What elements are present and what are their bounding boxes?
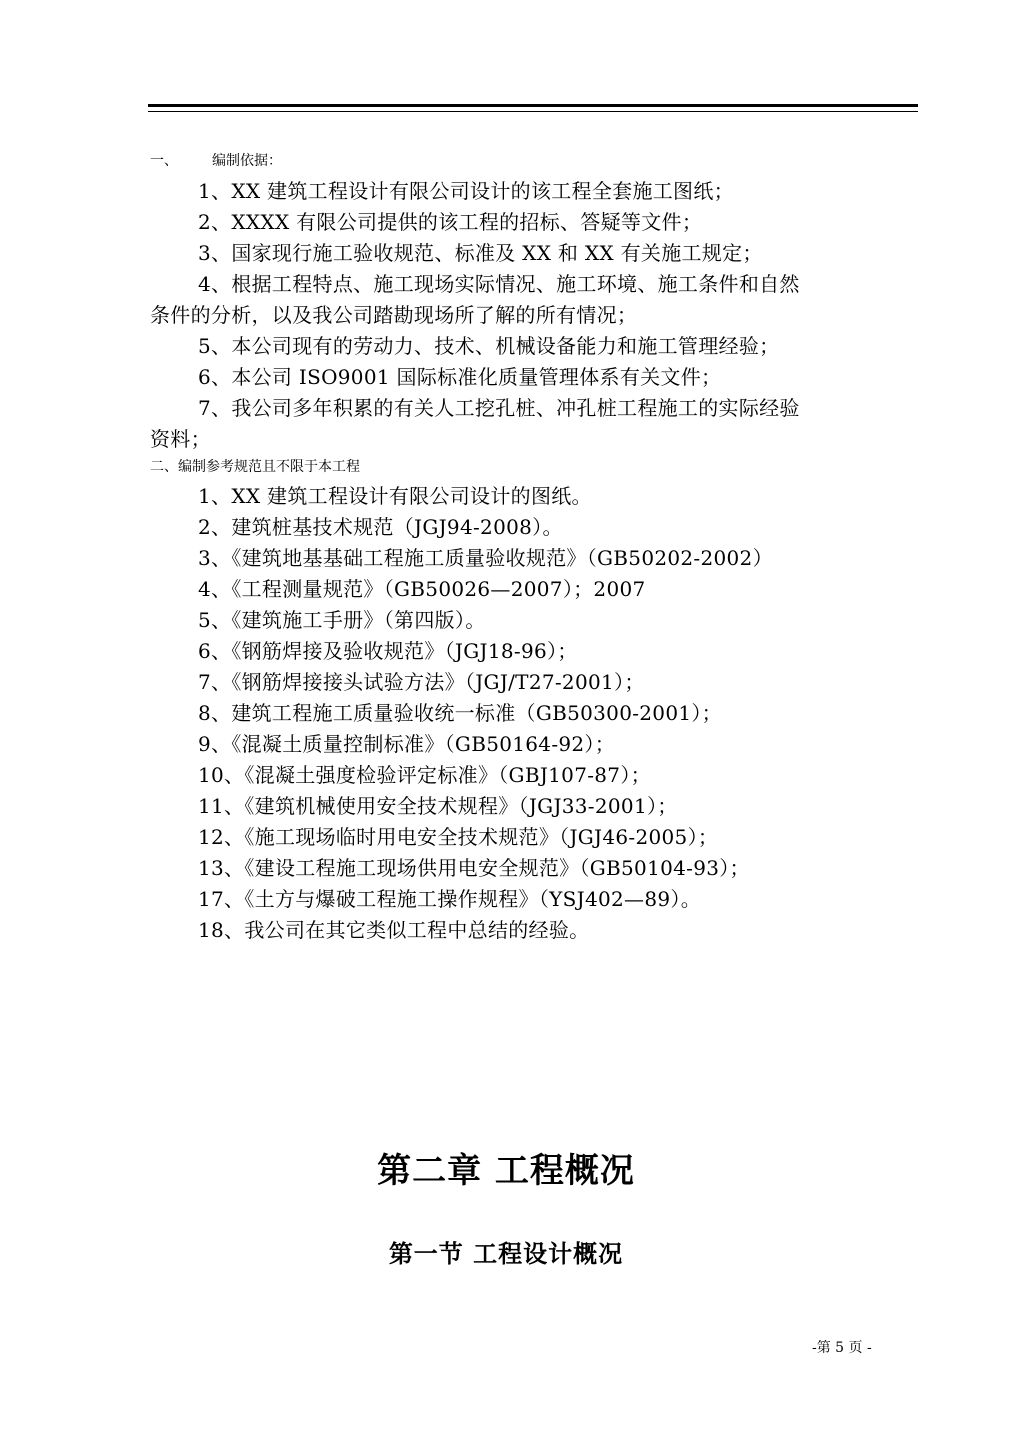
reference-item-8: 8、建筑工程施工质量验收统一标准（GB50300-2001）； [198,701,722,725]
reference-item-18: 18、我公司在其它类似工程中总结的经验。 [198,918,590,942]
basis-item-4: 4、根据工程特点、施工现场实际情况、施工环境、施工条件和自然 [198,272,800,296]
reference-item-3: 3、《建筑地基基础工程施工质量验收规范》（GB50202-2002） [198,546,773,570]
reference-item-7: 7、《钢筋焊接接头试验方法》（JGJ/T27-2001）； [198,670,645,694]
reference-item-5: 5、《建筑施工手册》（第四版）。 [198,608,486,632]
chapter-title: 第二章 工程概况 [377,1151,635,1191]
basis-item-3: 3、国家现行施工验收规范、标准及 XX 和 XX 有关施工规定； [198,241,763,265]
reference-item-11: 11、《建筑机械使用安全技术规程》（JGJ33-2001）； [198,794,678,818]
reference-item-13: 13、《建设工程施工现场供用电安全规范》（GB50104-93）； [198,856,750,880]
basis-item-7-cont: 资料； [150,427,211,451]
section1-heading [150,152,282,170]
reference-item-17: 17、《土方与爆破工程施工操作规程》（YSJ402—89）。 [198,887,701,911]
basis-item-7: 7、我公司多年积累的有关人工挖孔桩、冲孔桩工程施工的实际经验 [198,396,800,420]
reference-item-9: 9、《混凝土质量控制标准》（GB50164-92）； [198,732,616,756]
reference-item-6: 6、《钢筋焊接及验收规范》（JGJ18-96）； [198,639,578,663]
page-number: -第 5 页 - [812,1340,872,1356]
reference-item-10: 10、《混凝土强度检验评定标准》（GBJ107-87）； [198,763,651,787]
basis-item-4-cont: 条件的分析，以及我公司踏勘现场所了解的所有情况； [150,303,638,327]
section1-number: 一、 [150,153,178,169]
basis-item-1: 1、XX 建筑工程设计有限公司设计的该工程全套施工图纸； [198,179,734,203]
reference-item-4: 4、《工程测量规范》（GB50026—2007）；2007 [198,577,646,601]
section2-heading: 二、编制参考规范且不限于本工程 [150,459,360,475]
reference-item-12: 12、《施工现场临时用电安全技术规范》（JGJ46-2005）； [198,825,719,849]
section1-title: 编制依据： [212,153,282,169]
basis-item-6: 6、本公司 ISO9001 国际标准化质量管理体系有关文件； [198,365,722,389]
section-title: 第一节 工程设计概况 [388,1239,624,1268]
reference-item-2: 2、建筑桩基技术规范（JGJ94-2008）。 [198,515,563,539]
basis-item-2: 2、XXXX 有限公司提供的该工程的招标、答疑等文件； [198,210,703,234]
header-rule-thin [148,111,918,112]
reference-item-1: 1、XX 建筑工程设计有限公司设计的图纸。 [198,484,592,508]
header-rule-thick [148,104,918,107]
basis-item-5: 5、本公司现有的劳动力、技术、机械设备能力和施工管理经验； [198,334,780,358]
